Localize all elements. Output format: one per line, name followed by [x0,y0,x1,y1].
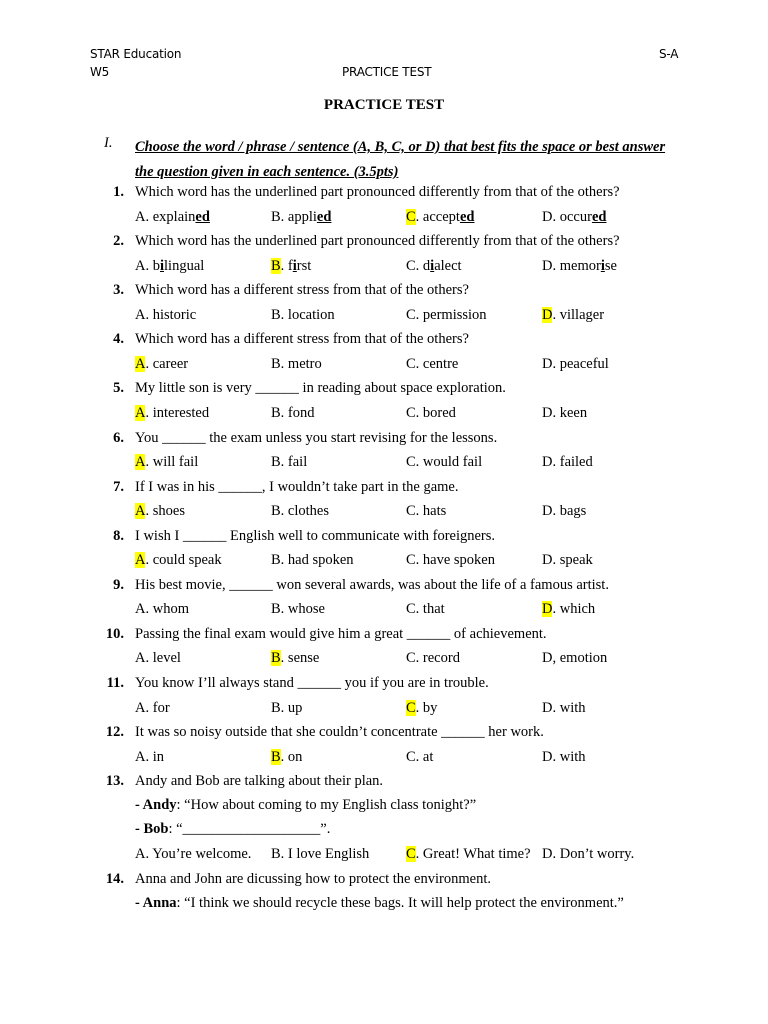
underlined-part: ed [591,208,607,225]
question-8 [0,528,768,552]
question-6-options [0,454,768,478]
option-letter: B [271,454,281,470]
option-d[interactable]: D. keen [542,404,588,421]
question-text: Andy and Bob are talking about their plan. [135,773,384,789]
option-text: explain [152,208,196,225]
option-a[interactable]: A. whom [135,601,189,618]
option-letter-highlighted: D [542,601,553,618]
question-6 [0,430,768,454]
option-text: peaceful [559,355,609,372]
option-b[interactable]: B. sense [271,650,320,667]
question-14 [0,871,768,895]
option-letter: D [542,503,553,520]
option-letter: B [271,404,281,421]
option-b[interactable]: B. fond [271,404,315,421]
question-12 [0,724,768,748]
underlined-part: ed [459,208,475,225]
option-text: appli [287,208,317,225]
option-c[interactable]: C. centre [406,355,459,372]
option-letter: D [542,552,553,569]
option-text: bored [422,404,456,421]
option-letter: B [271,306,281,323]
option-a[interactable]: A. career [135,355,189,372]
question-number: 3. [113,282,124,299]
option-text: historic [152,306,197,323]
option-text-rest: alect [434,257,462,274]
question-text: Anna and John are dicussing how to protect the environment. [135,871,491,887]
question-text: Which word has a different stress from that of the others? [135,282,469,299]
option-c[interactable]: C. that [406,601,445,618]
question-text: His best movie, ______ won several awards, was about the life of a famous artist. [135,576,609,593]
option-letter: C [406,257,416,274]
option-letter-highlighted: A [135,404,146,421]
option-d[interactable]: D. with [542,699,586,716]
speaker-name: Andy [142,797,177,813]
option-letter: C [406,404,416,421]
option-letter: B [271,355,281,372]
option-d[interactable]: D. villager [542,306,605,323]
option-text: keen [559,404,588,421]
option-letter: D [542,748,553,765]
option-b[interactable]: B. first [271,257,312,274]
header-center-title: PRACTICE TEST [342,65,432,79]
question-10-options [0,650,768,674]
option-text: with [559,748,586,765]
option-c[interactable]: C. by [406,699,438,716]
option-c[interactable]: C. at [406,748,434,765]
option-text: on [287,748,303,765]
option-letter-highlighted: A [135,552,146,569]
question-text: It was so noisy outside that she couldn’t concentrate ______ her work. [135,724,544,741]
option-text: Don’t worry. [559,846,635,862]
option-text: by [422,699,438,716]
question-13-options [0,846,768,870]
option-letter: D [542,650,553,667]
option-letter: B [271,846,281,862]
question-text: Which word has the underlined part pronounced differently from that of the others? [135,233,620,250]
question-text: You know I’ll always stand ______ you if you are in trouble. [135,675,489,691]
option-letter: A [135,601,146,618]
option-text: at [422,748,434,765]
option-a[interactable]: A. for [135,699,170,716]
option-letter-highlighted: C [406,208,416,225]
option-text: level [152,650,181,667]
option-letter: B [271,601,281,618]
option-text: I love English [287,846,370,862]
question-number: 8. [113,527,124,544]
option-letter: C [406,552,416,569]
option-text: whom [152,601,189,618]
option-a[interactable]: A. could speak [135,552,222,569]
option-d[interactable]: D. bags [542,503,587,520]
question-number: 10. [105,625,124,642]
option-d[interactable]: D. with [542,748,586,765]
option-text: had spoken [287,552,354,569]
option-text: fail [287,454,308,470]
dialogue-text: : “I think we should recycle these bags. It will help protect the environment.” [176,895,624,911]
option-text: b [152,257,160,274]
option-d[interactable]: D. occured [542,208,607,225]
question-2 [0,233,768,257]
option-letter: C [406,748,416,765]
option-b[interactable]: B. metro [271,355,322,372]
option-c[interactable]: C. record [406,650,460,667]
question-4-options [0,356,768,380]
question-9 [0,577,768,601]
question-number: 14. [105,871,124,887]
option-letter: C [406,306,416,323]
option-d[interactable]: D. speak [542,552,593,569]
question-2-options [0,258,768,282]
header-code: S-A [659,47,679,61]
dialogue-line-bob [0,821,768,845]
section-instruction: Choose the word / phrase / sentence (A, B, C, or D) that best fits the space or best answer the question given in each sentence. (3.5pts) [135,139,666,180]
option-letter-highlighted: B [271,650,281,667]
option-letter-highlighted: C [406,846,416,862]
page-title: PRACTICE TEST [323,97,445,113]
option-a[interactable]: A. bilingual [135,257,205,274]
option-b[interactable]: B. location [271,306,335,323]
option-text: record [422,650,460,667]
question-text: Which word has a different stress from that of the others? [135,331,469,348]
dialogue-dash: - [135,821,144,837]
option-c[interactable]: C. have spoken [406,552,495,569]
question-13 [0,773,768,797]
option-text: memor [559,257,601,274]
option-text: failed [559,454,593,470]
option-text: that [422,601,445,618]
option-d[interactable]: D, emotion [542,650,608,667]
option-letter: A [135,208,146,225]
option-text-rest: rst [296,257,312,274]
option-text: have spoken [422,552,495,569]
option-text: with [559,699,586,716]
question-number: 2. [113,233,124,250]
question-12-options [0,749,768,773]
question-1-options [0,209,768,233]
option-text: shoes [152,503,185,520]
question-10 [0,626,768,650]
question-11 [0,675,768,699]
question-number: 6. [113,429,124,446]
option-a[interactable]: A. will fail [135,454,199,470]
option-text: whose [287,601,325,618]
option-letter: D [542,257,553,274]
underlined-part: i [430,257,435,274]
underlined-part: ed [195,208,210,225]
option-text: metro [287,355,322,372]
underlined-part: i [292,257,297,274]
option-b[interactable]: B. fail [271,454,308,470]
option-text: bags [559,503,587,520]
option-text: Great! What time? [422,846,531,862]
option-text-rest: se [604,257,617,274]
option-text: sense [287,650,320,667]
option-letter: C [406,650,416,667]
question-3-options [0,307,768,331]
question-number: 1. [113,184,124,200]
option-text: occur [559,208,592,225]
option-letter: A [135,748,146,765]
option-c[interactable]: C. permission [406,306,487,323]
option-c[interactable]: C. dialect [406,257,462,274]
option-a[interactable]: A. level [135,650,181,667]
question-number: 5. [113,380,124,397]
option-letter: A [135,306,146,323]
question-text: My little son is very ______ in reading about space exploration. [135,380,506,397]
option-letter: D [542,699,553,716]
option-text: could speak [152,552,222,569]
option-letter: C [406,601,416,618]
option-letter: B [271,208,281,225]
option-text: will fail [152,454,199,470]
option-d[interactable]: D. which [542,601,596,618]
question-11-options [0,700,768,724]
option-a[interactable]: A. You’re welcome. [135,846,252,862]
question-9-options [0,601,768,625]
option-d[interactable]: D. failed [542,454,593,470]
option-text: which [559,601,596,618]
option-c[interactable]: C. accepted [406,208,475,225]
option-letter-highlighted: B [271,257,281,274]
question-5-options [0,405,768,429]
option-a[interactable]: A. in [135,748,165,765]
option-text: up [287,699,303,716]
option-b[interactable]: B. I love English [271,846,370,862]
option-c[interactable]: C. Great! What time? [406,846,531,862]
option-letter: B [271,699,281,716]
dialogue-text: : “How about coming to my English class tonight?” [176,797,477,813]
question-text: Which word has the underlined part pronounced differently from that of the others? [135,184,620,200]
option-letter-highlighted: B [271,748,281,765]
underlined-part: i [159,257,165,274]
option-letter: D [542,454,553,470]
question-4 [0,331,768,355]
option-letter: C [406,355,416,372]
option-b[interactable]: B. on [271,748,303,765]
option-letter: D [542,208,553,225]
option-letter: A [135,650,146,667]
question-1 [0,184,768,208]
dialogue-dash: - [135,797,143,813]
question-3 [0,282,768,306]
question-text: Passing the final exam would give him a great ______ of achievement. [135,625,547,642]
question-number: 12. [105,724,124,741]
question-number: 4. [113,331,124,348]
option-text: villager [559,306,605,323]
option-letter: A [135,846,146,862]
option-a[interactable]: A. interested [135,404,210,421]
option-text: emotion [559,650,608,667]
option-text: would fail [422,454,483,470]
option-text: clothes [287,503,329,520]
dialogue-dash: - [135,895,143,911]
question-number: 7. [113,478,124,495]
dialogue-line-andy [0,797,768,821]
option-text: centre [422,355,459,372]
option-letter: B [271,503,281,520]
question-7 [0,479,768,503]
option-text-rest: lingual [164,257,205,274]
option-letter: D [542,846,553,862]
question-8-options [0,552,768,576]
option-b[interactable]: B. up [271,699,303,716]
option-a[interactable]: A. historic [135,306,197,323]
dialogue-text: : “___________________”. [168,821,331,837]
option-text: accept [422,208,460,225]
option-d[interactable]: D. memorise [542,257,617,274]
option-letter: D [542,404,553,421]
option-b[interactable]: B. had spoken [271,552,354,569]
option-text: interested [152,404,210,421]
option-text: speak [559,552,593,569]
question-number: 11. [106,675,124,691]
header-organization: STAR Education [90,47,182,61]
option-b[interactable]: B. whose [271,601,325,618]
option-letter: A [135,257,146,274]
question-text: If I was in his ______, I wouldn’t take part in the game. [135,478,459,495]
question-text: You ______ the exam unless you start revising for the lessons. [135,429,498,446]
question-7-options [0,503,768,527]
question-5 [0,380,768,404]
option-text: location [287,306,335,323]
option-c[interactable]: C. hats [406,503,447,520]
option-letter: A [135,699,146,716]
option-a[interactable]: A. explained [135,208,210,225]
option-c[interactable]: C. bored [406,404,456,421]
question-number: 9. [113,576,124,593]
question-text: I wish I ______ English well to communicate with foreigners. [135,527,496,544]
option-b[interactable]: B. clothes [271,503,329,520]
option-letter: C [406,454,416,470]
option-letter-highlighted: A [135,503,146,520]
option-letter-highlighted: C [406,699,416,716]
option-text: fond [287,404,315,421]
speaker-name: Bob [143,821,169,837]
option-letter-highlighted: D [542,306,553,323]
section-number: I. [104,135,113,151]
option-text: f [287,257,293,274]
option-letter: D [542,355,553,372]
option-d[interactable]: D. peaceful [542,355,609,372]
option-letter-highlighted: A [135,454,146,470]
speaker-name: Anna [142,895,177,911]
option-text: hats [422,503,447,520]
header-week: W5 [90,65,110,79]
option-letter: B [271,552,281,569]
option-text: career [152,355,189,372]
option-text: d [422,257,431,274]
option-text: in [152,748,165,765]
option-a[interactable]: A. shoes [135,503,185,520]
underlined-part: ed [316,208,332,225]
option-letter-highlighted: A [135,355,146,372]
dialogue-line-anna [0,895,768,919]
option-letter: C [406,503,416,520]
option-text: for [152,699,170,716]
option-text: You’re welcome. [152,846,252,862]
option-d[interactable]: D. Don’t worry. [542,846,635,862]
question-number: 13. [105,773,124,789]
option-text: permission [422,306,487,323]
option-b[interactable]: B. applied [271,208,332,225]
underlined-part: i [600,257,605,274]
option-c[interactable]: C. would fail [406,454,483,470]
